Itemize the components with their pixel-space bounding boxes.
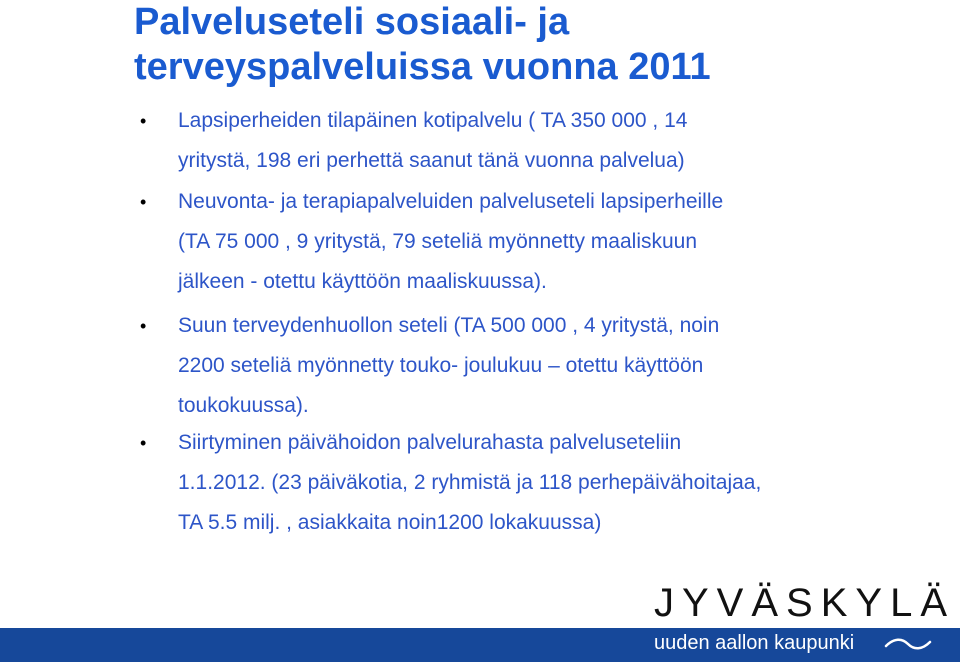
bullet-text-line: yritystä, 198 eri perhettä saanut tänä vuonna palvelua) [178, 149, 685, 172]
slide-title [134, 0, 934, 90]
bullet-text-line: Neuvonta- ja terapiapalveluiden palveluseteli lapsiperheille [178, 190, 724, 213]
bullet-marker: • [140, 192, 147, 212]
bullet-item-kotipalvelu [140, 101, 918, 181]
bullet-item-neuvonta [140, 182, 918, 302]
bullet-text-line: Lapsiperheiden tilapäinen kotipalvelu ( TA 350 000 , 14 [178, 109, 688, 132]
bullet-text-line: 2200 seteliä myönnetty touko- joulukuu – otettu käyttöön [178, 354, 704, 377]
slide-title-line-2: terveyspalveluissa vuonna 2011 [134, 46, 711, 88]
bullet-marker: • [140, 316, 147, 336]
bullet-marker: • [140, 433, 147, 453]
bullet-text-line: toukokuussa). [178, 394, 309, 417]
slide-title-line-1: Palveluseteli sosiaali- ja [134, 1, 570, 43]
logo-wordmark: JYVÄSKYLÄ [654, 581, 956, 625]
bullet-text-line: Siirtyminen päivähoidon palvelurahasta palveluseteliin [178, 431, 682, 454]
bullet-text-line: (TA 75 000 , 9 yritystä, 79 seteliä myönnetty maaliskuun [178, 230, 698, 253]
logo-slogan: uuden aallon kaupunki [654, 632, 855, 654]
bullet-text-line: Suun terveydenhuollon seteli (TA 500 000 , 4 yritystä, noin [178, 314, 720, 337]
jyvaskyla-logo [650, 578, 956, 662]
wave-icon [884, 636, 932, 652]
bullet-text-line: TA 5.5 milj. , asiakkaita noin1200 lokakuussa) [178, 511, 602, 534]
bullet-item-paivahoito [140, 423, 918, 543]
bullet-item-suun-terveydenhuolto [140, 306, 918, 426]
bullet-marker: • [140, 111, 147, 131]
bullet-text-line: jälkeen - otettu käyttöön maaliskuussa). [178, 270, 547, 293]
bullet-text-line: 1.1.2012. (23 päiväkotia, 2 ryhmistä ja 118 perhepäivähoitajaa, [178, 471, 762, 494]
